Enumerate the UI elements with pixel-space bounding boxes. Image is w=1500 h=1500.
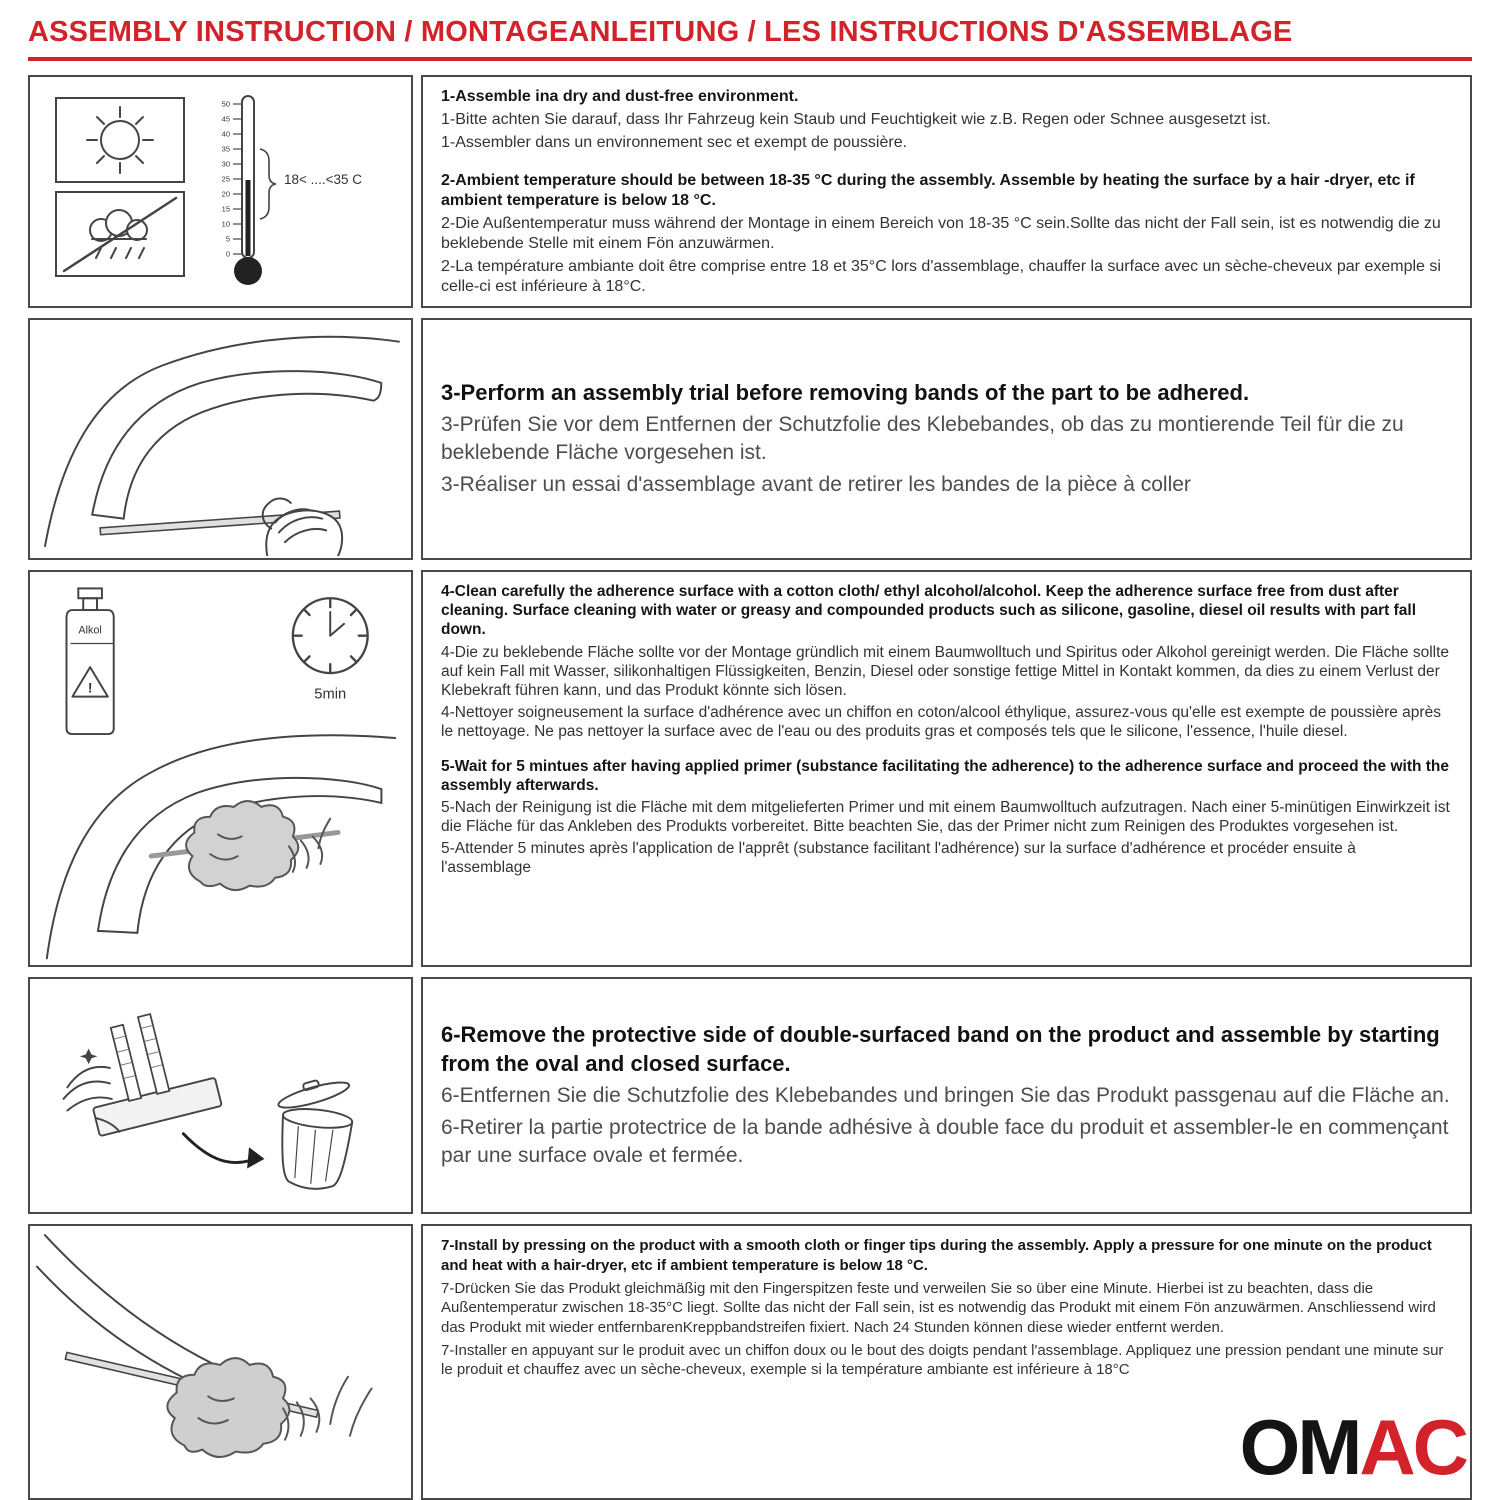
step-6-fr: 6-Retirer la partie protectrice de la bande adhésive à double face du produit et assembler-le en commençant par une surface ovale et fermée. [441,1116,1449,1168]
environment-illustration [46,84,396,299]
trash-can-icon [274,1072,352,1192]
logo-om: OM [1239,1403,1360,1491]
section-row-1 [28,75,1472,308]
step-2-de: 2-Die Außentemperatur muss während der Montage in einem Bereich von 18-35 °C sein.Sollte das nicht der Fall sein, ist es notwendig die zu beklebende Stelle mit einem Fön anzuwärmen. [441,215,1441,253]
page-title: ASSEMBLY INSTRUCTION / MONTAGEANLEITUNG / LES INSTRUCTIONS D'ASSEMBLAGE [28,16,1293,48]
cleaning-illustration [35,574,407,964]
step-4-fr: 4-Nettoyer soigneusement la surface d'adhérence avec un chiffon en coton/alcool éthylique, assurez-vous qu'elle est exempte de poussière après le nettoyage. Ne pas nettoyer la surface avec de l'eau ou des produits gras et composés tels que le silicone, l'essence, l'huile diesel. [441,703,1441,740]
band-removal-illustration [35,981,407,1211]
section-row-2 [28,318,1472,560]
step-3-de: 3-Prüfen Sie vor dem Entfernen der Schutzfolie des Klebebandes, ob das zu montierende Teil für die zu beklebende Fläche vorgesehen ist. [441,413,1404,464]
step-1-fr: 1-Assembler dans un environnement sec et exempt de poussière. [441,134,908,152]
svg-text:!: ! [87,680,92,696]
logo-ac: AC [1359,1403,1466,1491]
pressing-hand-drawing [167,1358,371,1457]
svg-text:15: 15 [221,204,230,214]
pressing-illustration [35,1228,407,1496]
bottle-label: Alkol [77,624,102,637]
spark-icon [79,1048,96,1063]
thermometer-icon [221,96,275,285]
svg-text:0: 0 [225,249,230,259]
sun-icon [87,107,153,173]
omac-logo [1239,1403,1466,1491]
svg-text:45: 45 [221,114,230,124]
step-7-en: 7-Install by pressing on the product with a smooth cloth or finger tips during the assembly. Apply a pressure for one minute on the product and heat with a hair-dryer, etc if ambient temperature is below 18 °C. [441,1237,1432,1274]
svg-text:10: 10 [221,219,230,229]
step-6-de: 6-Entfernen Sie die Schutzfolie des Klebebandes und bringen Sie das Produkt passgenau auf die Fläche an. [441,1084,1450,1108]
tape-removal-drawing [63,1002,221,1136]
svg-text:40: 40 [221,129,230,139]
figure-environment [28,75,413,308]
svg-text:35: 35 [221,144,230,154]
step-7-fr: 7-Installer en appuyant sur le produit avec un chiffon doux ou le bout des doigts pendant l'assemblage. Appliquez une pression pendant une minute sur le produit et chauffez avec un sèche-cheveux, exemple si la température ambiante est inférieure à 18°C [441,1341,1444,1379]
hand-drawing [262,499,341,557]
step-7-de: 7-Drücken Sie das Produkt gleichmäßig mit den Fingerspitzen feste und verweilen Sie so über eine Minute. Hierbei ist zu beachten, dass die Außentemperatur zwischen 18-35°C liegt. Sollte das nicht der Fall sein, ist es notwendig das Produkt mit einem Fön anzuwärmen. Anschliessend wird das Produkt mit wieder entfernbarenKreppbandstreifen fixiert. Nach 24 Stunden können diese wieder entfernt werden. [441,1279,1436,1336]
step-2-en: 2-Ambient temperature should be between 18-35 °C during the assembly. Assemble by heating the surface by a hair -dryer, etc if ambient temperature is below 18 °C. [441,172,1415,210]
car-window-drawing [92,371,381,519]
section-4-5-text [421,570,1472,967]
step-3-fr: 3-Réaliser un essai d'assemblage avant de retirer les bandes de la pièce à coller [441,472,1191,496]
svg-text:50: 50 [221,99,230,109]
step-5-en: 5-Wait for 5 mintues after having applied primer (substance facilitating the adherence) to the adherence surface and proceed the with the assembly afterwards. [441,757,1449,794]
section-row-4 [28,977,1472,1214]
trial-illustration [35,322,407,556]
step-4-de: 4-Die zu beklebende Fläche sollte vor der Montage gründlich mit einem Baumwolltuch und Spiritus oder Alkohol gereinigt werden. Die Fläche sollte auf kein Fall mit Wasser, silikonhaltigen Flüssigkeiten, Benzin, Diesel oder sonstige fettige Mittel in Kontakt kommen, da dies zu einem Verlust der Klebekraft führen kann, und das Produkt könnte sich lösen. [441,643,1450,699]
section-row-3 [28,570,1472,967]
svg-text:5: 5 [225,234,230,244]
range-bracket [260,149,276,219]
step-4-en: 4-Clean carefully the adherence surface with a cotton cloth/ ethyl alcohol/alcohol. Keep the adherence surface free from dust after cleaning. Surface cleaning with water or greasy and compounded products such as silicone, gasoline, diesel oil results with part fall down. [441,583,1417,639]
figure-assembly-trial [28,318,413,560]
step-6-en: 6-Remove the protective side of double-surfaced band on the product and assemble by starting from the oval and closed surface. [441,1021,1440,1076]
step-1-de: 1-Bitte achten Sie darauf, dass Ihr Fahrzeug kein Staub und Feuchtigkeit wie z.B. Regen oder Schnee ausgesetzt ist. [441,111,1271,129]
figure-band-removal [28,977,413,1214]
warning-triangle-icon [72,667,107,697]
step-1-en: 1-Assemble ina dry and dust-free environment. [441,88,799,106]
no-rain-icon [64,198,176,271]
figure-cleaning [28,570,413,967]
section-6-text [421,977,1472,1214]
wait-time-label: 5min [313,686,346,703]
step-2-fr: 2-La température ambiante doit être comprise entre 18 et 35°C lors d'assemblage, chauffer la surface avec un sèche-cheveux par exemple si celle-ci est inférieure à 18°C. [441,258,1441,296]
title-underline [28,57,1472,61]
svg-text:25: 25 [221,174,230,184]
arrow-icon [183,1134,264,1169]
section-3-text [421,318,1472,560]
step-5-de: 5-Nach der Reinigung ist die Fläche mit dem mitgelieferten Primer und mit einem Baumwolltuch aufzutragen. Nach einer 5-minütigen Einwirkzeit ist die Fläche für das Ankleben des Produkts vorbereitet. Bitte beachten Sie, das der Primer nicht zum Reinigen des Produktes vorgesehen ist. [441,798,1450,836]
figure-pressing [28,1224,413,1500]
svg-text:30: 30 [221,159,230,169]
section-1-2-text [421,75,1472,308]
temperature-range-label: 18< ....<35 C [283,172,362,188]
cleaning-hand-drawing [186,801,330,890]
step-5-fr: 5-Attender 5 minutes après l'application de l'apprêt (substance facilitant l'adhérence) sur la surface d'adhérence et procéder ensuite à l'assemblage [441,840,1356,877]
step-3-en: 3-Perform an assembly trial before removing bands of the part to be adhered. [441,379,1250,405]
alcohol-bottle-icon [66,588,113,734]
clock-icon [292,598,367,673]
svg-text:20: 20 [221,189,230,199]
